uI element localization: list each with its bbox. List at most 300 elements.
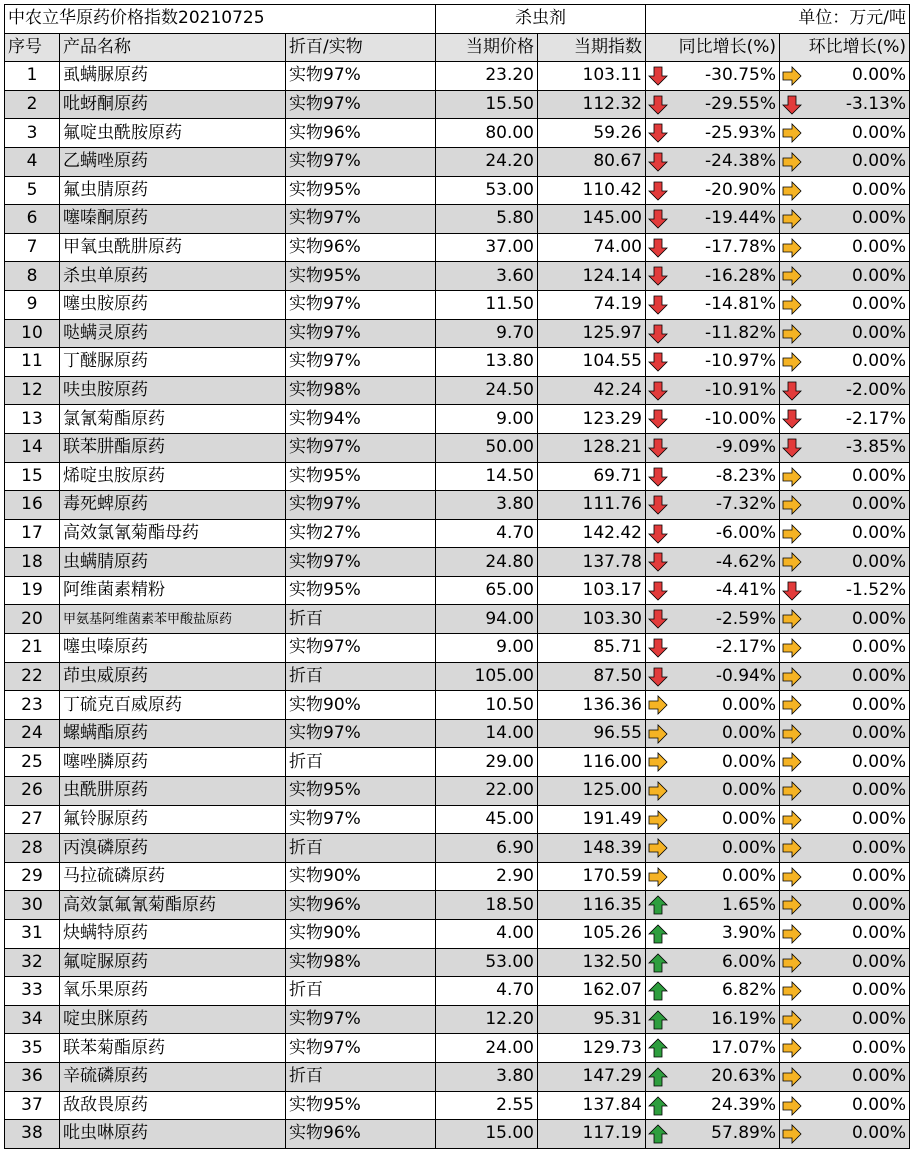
product-name-value: 炔螨特原药 xyxy=(63,923,148,944)
arrow-down-icon xyxy=(648,295,668,315)
product-name xyxy=(60,634,286,663)
product-name-value: 辛硫磷原药 xyxy=(63,1066,148,1087)
arrow-right-icon xyxy=(782,324,802,344)
spec-basis-value: 实物90% xyxy=(289,866,361,887)
current-index xyxy=(538,948,646,977)
product-name xyxy=(60,1062,286,1091)
row-number-value: 12 xyxy=(21,380,43,401)
row-number-value: 25 xyxy=(21,751,43,772)
yoy-change xyxy=(646,262,780,291)
yoy-change-value: -8.23% xyxy=(715,465,776,486)
mom-change xyxy=(780,634,910,663)
product-name xyxy=(60,90,286,119)
current-index xyxy=(538,176,646,205)
mom-change xyxy=(780,891,910,920)
current-index-value: 124.14 xyxy=(582,265,642,286)
current-price-value: 3.80 xyxy=(496,1066,534,1087)
current-price xyxy=(436,634,538,663)
row-number-value: 20 xyxy=(21,608,43,629)
table-row xyxy=(5,462,910,491)
arrow-up-icon xyxy=(648,1096,668,1116)
current-price-value: 11.50 xyxy=(485,294,534,315)
row-number-value: 14 xyxy=(21,437,43,458)
product-name-value: 丁醚脲原药 xyxy=(63,351,148,372)
table-row xyxy=(5,891,910,920)
mom-change-value: 0.00% xyxy=(851,894,906,915)
current-price-value: 9.70 xyxy=(496,322,534,343)
table-row xyxy=(5,1091,910,1120)
current-price xyxy=(436,862,538,891)
current-index-value: 85.71 xyxy=(593,637,642,658)
current-price xyxy=(436,948,538,977)
arrow-up-icon xyxy=(648,1010,668,1030)
spec-basis xyxy=(286,1091,436,1120)
yoy-change xyxy=(646,1120,780,1149)
row-number xyxy=(5,233,60,262)
current-price xyxy=(436,834,538,863)
table-row xyxy=(5,576,910,605)
current-index-value: 69.71 xyxy=(593,465,642,486)
current-index-value: 170.59 xyxy=(582,866,642,887)
spec-basis-value: 实物95% xyxy=(289,465,361,486)
yoy-change-value: -20.90% xyxy=(705,179,776,200)
current-index xyxy=(538,748,646,777)
table-row xyxy=(5,491,910,520)
header-row xyxy=(5,33,910,62)
table-row xyxy=(5,548,910,577)
arrow-right-icon xyxy=(782,266,802,286)
header-price: 当期价格 xyxy=(436,33,538,62)
row-number xyxy=(5,1034,60,1063)
arrow-down-icon xyxy=(648,495,668,515)
current-price xyxy=(436,777,538,806)
product-name-value: 虫螨腈原药 xyxy=(63,551,148,572)
row-number xyxy=(5,834,60,863)
table-row xyxy=(5,405,910,434)
mom-change-value: 0.00% xyxy=(851,179,906,200)
spec-basis-value: 实物96% xyxy=(289,237,361,258)
current-price-value: 15.00 xyxy=(485,1123,534,1144)
spec-basis-value: 实物97% xyxy=(289,94,361,115)
current-index xyxy=(538,376,646,405)
arrow-right-icon xyxy=(782,524,802,544)
row-number-value: 15 xyxy=(21,465,43,486)
mom-change-value: 0.00% xyxy=(851,465,906,486)
yoy-change xyxy=(646,462,780,491)
current-price xyxy=(436,805,538,834)
row-number-value: 3 xyxy=(26,122,38,143)
row-number xyxy=(5,491,60,520)
current-index-value: 87.50 xyxy=(593,665,642,686)
row-number xyxy=(5,519,60,548)
current-index-value: 59.26 xyxy=(593,122,642,143)
row-number-value: 29 xyxy=(21,866,43,887)
current-index-value: 132.50 xyxy=(582,951,642,972)
arrow-down-icon xyxy=(648,438,668,458)
spec-basis-value: 实物97% xyxy=(289,1009,361,1030)
current-index xyxy=(538,433,646,462)
yoy-change-value: 17.07% xyxy=(711,1037,776,1058)
table-row xyxy=(5,748,910,777)
spec-basis xyxy=(286,1005,436,1034)
row-number-value: 24 xyxy=(21,723,43,744)
yoy-change-value: 3.90% xyxy=(721,923,776,944)
yoy-change xyxy=(646,405,780,434)
current-price xyxy=(436,290,538,319)
mom-change-value: -3.85% xyxy=(845,437,906,458)
table-row xyxy=(5,119,910,148)
spec-basis xyxy=(286,376,436,405)
current-index xyxy=(538,1062,646,1091)
row-number-value: 17 xyxy=(21,522,43,543)
current-price xyxy=(436,62,538,91)
row-number-value: 19 xyxy=(21,580,43,601)
product-name xyxy=(60,290,286,319)
product-name-value: 吡蚜酮原药 xyxy=(63,94,148,115)
yoy-change xyxy=(646,233,780,262)
current-index xyxy=(538,777,646,806)
yoy-change xyxy=(646,862,780,891)
header-yoy: 同比增长(%) xyxy=(646,33,780,62)
arrow-up-icon xyxy=(648,1038,668,1058)
mom-change xyxy=(780,719,910,748)
current-index-value: 104.55 xyxy=(582,351,642,372)
current-price xyxy=(436,1120,538,1149)
table-row xyxy=(5,205,910,234)
row-number xyxy=(5,805,60,834)
product-name xyxy=(60,862,286,891)
arrow-down-icon xyxy=(648,152,668,172)
product-name-value: 甲氨基阿维菌素苯甲酸盐原药 xyxy=(63,611,233,627)
table-row xyxy=(5,862,910,891)
arrow-right-icon xyxy=(782,953,802,973)
product-name xyxy=(60,433,286,462)
arrow-right-icon xyxy=(782,495,802,515)
arrow-down-icon xyxy=(648,123,668,143)
current-index-value: 42.24 xyxy=(593,380,642,401)
current-price xyxy=(436,90,538,119)
mom-change xyxy=(780,576,910,605)
product-name xyxy=(60,205,286,234)
arrow-right-icon xyxy=(648,810,668,830)
spec-basis-value: 折百 xyxy=(289,665,323,686)
row-number xyxy=(5,977,60,1006)
row-number-value: 21 xyxy=(21,637,43,658)
row-number xyxy=(5,719,60,748)
arrow-right-icon xyxy=(782,1096,802,1116)
current-price-value: 53.00 xyxy=(485,179,534,200)
row-number xyxy=(5,290,60,319)
current-index xyxy=(538,834,646,863)
mom-change-value: 0.00% xyxy=(851,351,906,372)
current-index xyxy=(538,862,646,891)
current-price-value: 80.00 xyxy=(485,122,534,143)
mom-change-value: 0.00% xyxy=(851,694,906,715)
yoy-change-value: -9.09% xyxy=(715,437,776,458)
current-index-value: 136.36 xyxy=(582,694,642,715)
yoy-change-value: -10.91% xyxy=(705,380,776,401)
spec-basis xyxy=(286,777,436,806)
yoy-change xyxy=(646,119,780,148)
yoy-change-value: 20.63% xyxy=(711,1066,776,1087)
table-row xyxy=(5,262,910,291)
mom-change-value: -2.17% xyxy=(845,408,906,429)
yoy-change xyxy=(646,290,780,319)
header-mom: 环比增长(%) xyxy=(780,33,910,62)
arrow-down-icon xyxy=(648,581,668,601)
product-name xyxy=(60,605,286,634)
yoy-change xyxy=(646,348,780,377)
row-number-value: 35 xyxy=(21,1037,43,1058)
spec-basis-value: 折百 xyxy=(289,980,323,1001)
mom-change-value: 0.00% xyxy=(851,608,906,629)
mom-change xyxy=(780,319,910,348)
current-price xyxy=(436,262,538,291)
row-number-value: 33 xyxy=(21,980,43,1001)
yoy-change-value: 0.00% xyxy=(721,694,776,715)
mom-change xyxy=(780,290,910,319)
current-index-value: 95.31 xyxy=(593,1009,642,1030)
yoy-change-value: -19.44% xyxy=(705,208,776,229)
current-price-value: 15.50 xyxy=(485,94,534,115)
current-price xyxy=(436,519,538,548)
row-number xyxy=(5,205,60,234)
category-label: 杀虫剂 xyxy=(436,5,646,34)
current-price xyxy=(436,205,538,234)
arrow-right-icon xyxy=(782,924,802,944)
table-row xyxy=(5,519,910,548)
current-price xyxy=(436,376,538,405)
arrow-right-icon xyxy=(782,467,802,487)
current-index xyxy=(538,719,646,748)
product-name xyxy=(60,348,286,377)
current-index-value: 103.11 xyxy=(582,65,642,86)
yoy-change xyxy=(646,891,780,920)
spec-basis-value: 实物90% xyxy=(289,694,361,715)
current-index xyxy=(538,147,646,176)
mom-change xyxy=(780,605,910,634)
product-name-value: 氧乐果原药 xyxy=(63,980,148,1001)
yoy-change-value: 24.39% xyxy=(711,1094,776,1115)
mom-change xyxy=(780,662,910,691)
mom-change-value: 0.00% xyxy=(851,494,906,515)
current-index-value: 125.00 xyxy=(582,780,642,801)
spec-basis-value: 折百 xyxy=(289,837,323,858)
row-number xyxy=(5,62,60,91)
current-price xyxy=(436,147,538,176)
product-name-value: 呋虫胺原药 xyxy=(63,380,148,401)
product-name-value: 氟铃脲原药 xyxy=(63,808,148,829)
row-number xyxy=(5,634,60,663)
current-price-value: 3.80 xyxy=(496,494,534,515)
current-index-value: 103.17 xyxy=(582,580,642,601)
mom-change xyxy=(780,376,910,405)
current-index xyxy=(538,519,646,548)
mom-change-value: 0.00% xyxy=(851,780,906,801)
spec-basis xyxy=(286,1120,436,1149)
current-price-value: 65.00 xyxy=(485,580,534,601)
product-name-value: 高效氯氰菊酯母药 xyxy=(63,522,199,543)
current-price xyxy=(436,719,538,748)
spec-basis-value: 实物96% xyxy=(289,122,361,143)
arrow-up-icon xyxy=(648,1124,668,1144)
spec-basis-value: 实物97% xyxy=(289,551,361,572)
product-name xyxy=(60,777,286,806)
mom-change-value: 0.00% xyxy=(851,122,906,143)
mom-change-value: 0.00% xyxy=(851,151,906,172)
arrow-right-icon xyxy=(782,181,802,201)
spec-basis-value: 实物97% xyxy=(289,322,361,343)
mom-change-value: 0.00% xyxy=(851,237,906,258)
yoy-change-value: 6.00% xyxy=(721,951,776,972)
product-name-value: 啶虫脒原药 xyxy=(63,1009,148,1030)
product-name xyxy=(60,805,286,834)
current-index-value: 105.26 xyxy=(582,923,642,944)
current-price-value: 6.90 xyxy=(496,837,534,858)
current-index xyxy=(538,1034,646,1063)
product-name-value: 噻虫嗪原药 xyxy=(63,637,148,658)
spec-basis xyxy=(286,147,436,176)
spec-basis-value: 实物94% xyxy=(289,408,361,429)
arrow-right-icon xyxy=(648,724,668,744)
mom-change-value: -3.13% xyxy=(845,94,906,115)
current-index xyxy=(538,62,646,91)
row-number xyxy=(5,1091,60,1120)
title-row xyxy=(5,5,910,34)
spec-basis xyxy=(286,662,436,691)
spec-basis xyxy=(286,319,436,348)
table-row xyxy=(5,62,910,91)
current-index-value: 116.35 xyxy=(582,894,642,915)
sheet-title: 中农立华原药价格指数20210725 xyxy=(5,5,436,34)
mom-change xyxy=(780,1091,910,1120)
spec-basis-value: 实物97% xyxy=(289,723,361,744)
yoy-change-value: 0.00% xyxy=(721,808,776,829)
table-row xyxy=(5,634,910,663)
product-name-value: 丙溴磷原药 xyxy=(63,837,148,858)
table-row xyxy=(5,948,910,977)
mom-change-value: 0.00% xyxy=(851,723,906,744)
spec-basis-value: 实物95% xyxy=(289,780,361,801)
yoy-change xyxy=(646,376,780,405)
current-index xyxy=(538,119,646,148)
row-number-value: 26 xyxy=(21,780,43,801)
spec-basis-value: 实物97% xyxy=(289,637,361,658)
current-price-value: 4.70 xyxy=(496,980,534,1001)
table-row xyxy=(5,348,910,377)
row-number-value: 8 xyxy=(26,265,38,286)
mom-change-value: 0.00% xyxy=(851,980,906,1001)
table-row xyxy=(5,90,910,119)
mom-change xyxy=(780,433,910,462)
mom-change xyxy=(780,1005,910,1034)
product-name xyxy=(60,891,286,920)
arrow-right-icon xyxy=(782,609,802,629)
mom-change-value: 0.00% xyxy=(851,65,906,86)
current-price xyxy=(436,691,538,720)
mom-change-value: 0.00% xyxy=(851,1066,906,1087)
row-number xyxy=(5,90,60,119)
current-price-value: 94.00 xyxy=(485,608,534,629)
arrow-down-icon xyxy=(648,66,668,86)
current-index xyxy=(538,319,646,348)
current-price-value: 9.00 xyxy=(496,637,534,658)
spec-basis-value: 折百 xyxy=(289,751,323,772)
current-price-value: 24.20 xyxy=(485,151,534,172)
product-name-value: 敌敌畏原药 xyxy=(63,1094,148,1115)
yoy-change-value: -25.93% xyxy=(705,122,776,143)
current-index xyxy=(538,634,646,663)
yoy-change-value: 1.65% xyxy=(721,894,776,915)
product-name-value: 甲氧虫酰肼原药 xyxy=(63,237,182,258)
current-price-value: 2.55 xyxy=(496,1094,534,1115)
row-number xyxy=(5,319,60,348)
table-row xyxy=(5,233,910,262)
row-number xyxy=(5,433,60,462)
arrow-down-icon xyxy=(782,409,802,429)
mom-change xyxy=(780,1120,910,1149)
current-price-value: 9.00 xyxy=(496,408,534,429)
arrow-down-icon xyxy=(782,581,802,601)
yoy-change xyxy=(646,548,780,577)
product-name xyxy=(60,519,286,548)
product-name-value: 氟虫腈原药 xyxy=(63,179,148,200)
row-number-value: 5 xyxy=(26,179,38,200)
current-price-value: 2.90 xyxy=(496,866,534,887)
spec-basis-value: 实物97% xyxy=(289,351,361,372)
current-price xyxy=(436,319,538,348)
product-name xyxy=(60,119,286,148)
arrow-right-icon xyxy=(648,838,668,858)
header-no: 序号 xyxy=(5,33,60,62)
product-name-value: 噻嗪酮原药 xyxy=(63,208,148,229)
mom-change xyxy=(780,519,910,548)
current-price-value: 4.70 xyxy=(496,522,534,543)
arrow-right-icon xyxy=(782,895,802,915)
product-name-value: 哒螨灵原药 xyxy=(63,322,148,343)
yoy-change-value: -6.00% xyxy=(715,522,776,543)
yoy-change xyxy=(646,319,780,348)
mom-change xyxy=(780,548,910,577)
product-name-value: 马拉硫磷原药 xyxy=(63,866,165,887)
mom-change xyxy=(780,1034,910,1063)
spec-basis xyxy=(286,719,436,748)
row-number xyxy=(5,176,60,205)
current-index-value: 123.29 xyxy=(582,408,642,429)
yoy-change xyxy=(646,834,780,863)
product-name xyxy=(60,462,286,491)
table-row xyxy=(5,605,910,634)
current-index-value: 112.32 xyxy=(582,94,642,115)
mom-change-value: 0.00% xyxy=(851,265,906,286)
row-number-value: 11 xyxy=(21,351,43,372)
mom-change-value: -2.00% xyxy=(845,380,906,401)
current-price-value: 45.00 xyxy=(485,808,534,829)
mom-change-value: 0.00% xyxy=(851,1094,906,1115)
product-name-value: 高效氯氟氰菊酯原药 xyxy=(63,894,216,915)
arrow-down-icon xyxy=(648,667,668,687)
yoy-change-value: -10.97% xyxy=(705,351,776,372)
mom-change xyxy=(780,262,910,291)
row-number xyxy=(5,777,60,806)
current-index xyxy=(538,348,646,377)
yoy-change-value: -24.38% xyxy=(705,151,776,172)
row-number-value: 28 xyxy=(21,837,43,858)
current-price xyxy=(436,1091,538,1120)
current-price xyxy=(436,977,538,1006)
current-index xyxy=(538,205,646,234)
current-index-value: 125.97 xyxy=(582,322,642,343)
